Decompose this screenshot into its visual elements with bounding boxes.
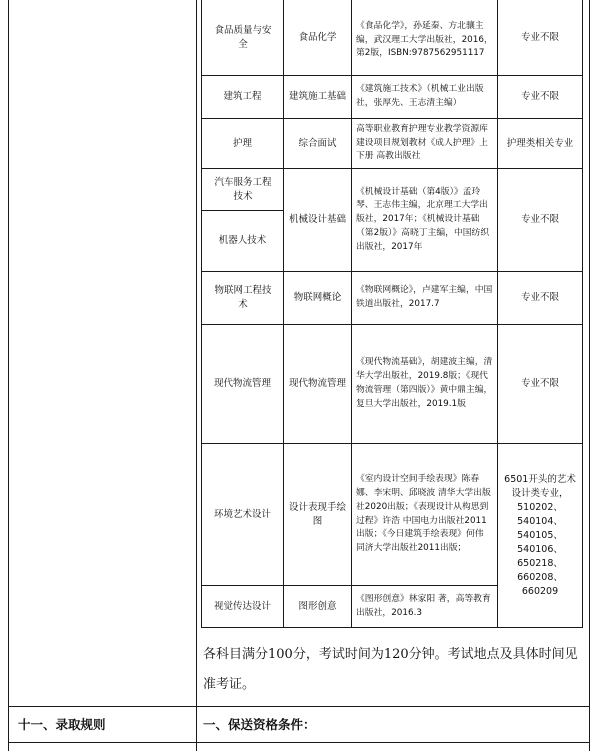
major-cell: 物联网工程技术 <box>214 285 272 310</box>
subject-cell: 综合面试 <box>298 137 337 149</box>
major-cell: 建筑工程 <box>223 91 262 102</box>
requirement-cell: 专业不限 <box>520 214 559 225</box>
subject-cell: 食品化学 <box>298 31 337 43</box>
reference-cell: 高等职业教育护理专业教学资源库建设项目规划教材《成人护理》上下册 高教出版社 <box>356 123 488 162</box>
column-divider-inner-right <box>582 0 583 627</box>
reference-cell: 《建筑施工技术》（机械工业出版社，张厚先、王志清主编） <box>356 84 484 108</box>
major-cell: 机器人技术 <box>218 235 267 246</box>
reference-cell: 《图形创意》林家阳 著，高等教育出版社，2016.3 <box>356 593 491 618</box>
subject-cell: 设计表现手绘图 <box>288 501 346 527</box>
reference-cell: 《食品化学》，孙延秦、方北骧主编，武汉理工大学出版社，2016，第2版，ISBN:9787562951117 <box>356 20 493 59</box>
section-number: 十一、录取规则 <box>18 717 106 732</box>
requirement-cell: 6501开头的艺术设计类专业，510202、540104、540105、540106、650218、660208、660209 <box>504 473 576 597</box>
reference-cell: 《现代物流基础》，胡建波主编，清华大学出版社，2019.8版；《现代物流管理（第四版）》黄中鼎主编，复旦大学出版社，2019.1版 <box>356 357 493 409</box>
major-cell: 食品质量与安全 <box>214 24 272 50</box>
requirement-cell: 专业不限 <box>520 31 559 43</box>
exam-note: 各科目满分100分，考试时间为120分钟。考试地点及具体时间见准考证。 <box>203 647 578 692</box>
major-cell: 汽车服务工程技术 <box>214 176 272 202</box>
major-cell: 护理 <box>232 137 252 149</box>
subject-cell: 物联网概论 <box>293 292 342 303</box>
requirement-cell: 专业不限 <box>520 91 559 102</box>
page-bottom-line <box>8 742 590 743</box>
subject-cell: 图形创意 <box>298 600 337 612</box>
major-cell: 现代物流管理 <box>213 378 271 389</box>
subject-cell: 机械设计基础 <box>288 214 346 225</box>
reference-cell: 《机械设计基础（第4版）》孟玲琴、王志伟主编，北京理工大学出版社，2017年；《机械设计基础（第2版）》高晓丁主编，中国纺织出版社，2017年 <box>356 186 490 252</box>
reference-cell: 《物联网概论》，卢建军主编，中国铁道出版社，2017.7 <box>356 285 493 309</box>
requirement-cell: 专业不限 <box>520 378 559 389</box>
table-border-right <box>589 0 590 751</box>
subject-cell: 建筑施工基础 <box>288 91 346 102</box>
table-bottom-inner <box>201 627 583 628</box>
section-heading: 一、保送资格条件： <box>203 717 316 732</box>
requirement-cell: 专业不限 <box>520 292 559 303</box>
column-divider-main <box>196 0 197 751</box>
section-divider <box>8 706 590 707</box>
requirement-cell: 护理类相关专业 <box>506 137 574 149</box>
major-cell: 环境艺术设计 <box>213 508 271 520</box>
table-border-left <box>8 0 9 751</box>
subject-cell: 现代物流管理 <box>288 378 346 389</box>
major-cell: 视觉传达设计 <box>213 600 271 612</box>
reference-cell: 《室内设计空间手绘表现》陈春娜、李宋明、邱晓波 清华大学出版社2020出版；《表现设计从构思到过程》许浩 中国电力出版社2011出版；《今日建筑手绘表现》何伟 同济大学出版社2011出版； <box>356 474 491 554</box>
